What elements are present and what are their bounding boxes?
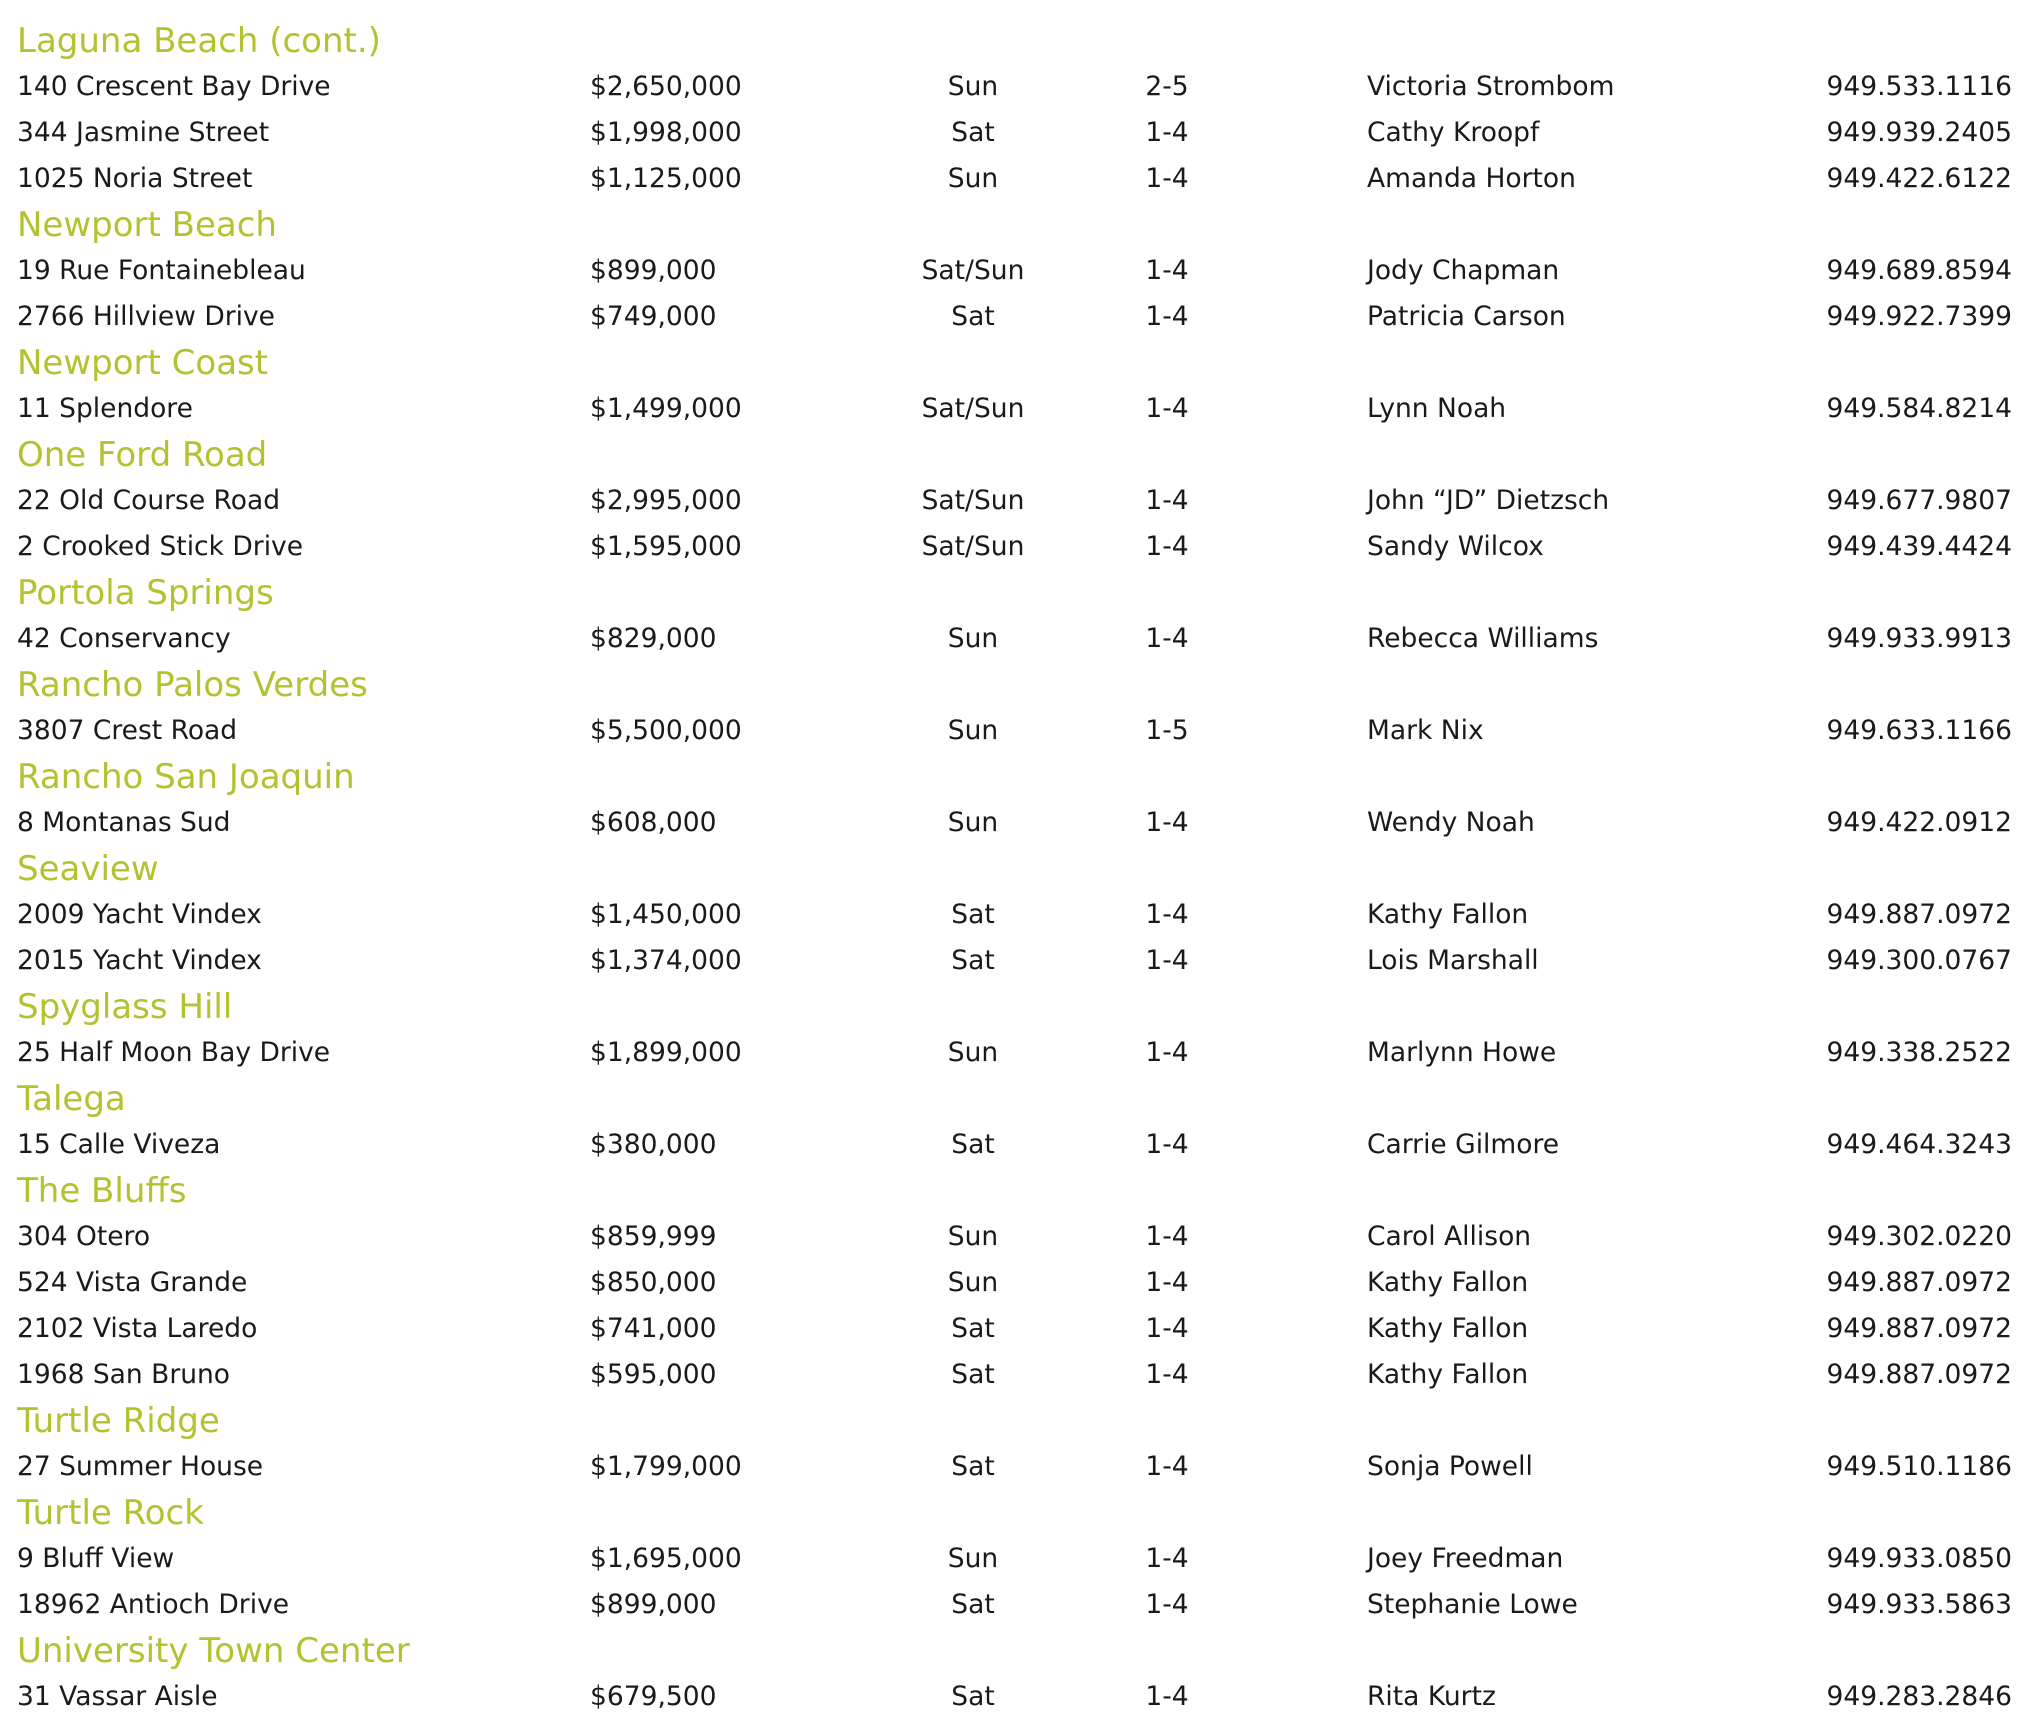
listing-phone: 949.887.0972 bbox=[1826, 899, 2012, 930]
listing-price: $1,374,000 bbox=[590, 945, 742, 976]
listing-address: 8 Montanas Sud bbox=[17, 807, 231, 838]
listing-day: Sun bbox=[947, 715, 999, 746]
listing-time: 1-4 bbox=[1145, 531, 1189, 562]
listing-phone: 949.939.2405 bbox=[1826, 117, 2012, 148]
listing-price: $1,998,000 bbox=[590, 117, 742, 148]
listing-phone: 949.439.4424 bbox=[1826, 531, 2012, 562]
listing-price: $850,000 bbox=[590, 1267, 717, 1298]
listing-agent: Lois Marshall bbox=[1367, 945, 1539, 976]
listing-agent: Mark Nix bbox=[1367, 715, 1484, 746]
listing-agent: Kathy Fallon bbox=[1367, 1359, 1529, 1390]
section-heading: Portola Springs bbox=[17, 573, 274, 613]
listing-price: $1,499,000 bbox=[590, 393, 742, 424]
listing-time: 1-4 bbox=[1145, 1589, 1189, 1620]
listing-row bbox=[17, 386, 2012, 432]
listing-day: Sun bbox=[947, 1267, 999, 1298]
listing-time: 1-4 bbox=[1145, 117, 1189, 148]
section-heading: Rancho Palos Verdes bbox=[17, 665, 368, 705]
listing-time: 1-4 bbox=[1145, 1129, 1189, 1160]
listing-day: Sat bbox=[951, 899, 995, 930]
listing-time: 1-4 bbox=[1145, 393, 1189, 424]
listing-agent: Kathy Fallon bbox=[1367, 1267, 1529, 1298]
listing-time: 1-4 bbox=[1145, 807, 1189, 838]
listing-row bbox=[17, 1122, 2012, 1168]
listing-agent: Rita Kurtz bbox=[1367, 1681, 1496, 1712]
listing-day: Sun bbox=[947, 623, 999, 654]
listing-agent: Lynn Noah bbox=[1367, 393, 1507, 424]
listing-address: 344 Jasmine Street bbox=[17, 117, 270, 148]
listing-address: 31 Vassar Aisle bbox=[17, 1681, 218, 1712]
listing-agent: Amanda Horton bbox=[1367, 163, 1576, 194]
listing-phone: 949.584.8214 bbox=[1826, 393, 2012, 424]
listing-time: 1-4 bbox=[1145, 255, 1189, 286]
listing-address: 2 Crooked Stick Drive bbox=[17, 531, 304, 562]
listing-day: Sat bbox=[951, 301, 995, 332]
section-heading: Spyglass Hill bbox=[17, 987, 233, 1027]
section-heading: One Ford Road bbox=[17, 435, 268, 475]
listing-agent: Carol Allison bbox=[1367, 1221, 1532, 1252]
listing-address: 2102 Vista Laredo bbox=[17, 1313, 258, 1344]
listing-address: 2015 Yacht Vindex bbox=[17, 945, 262, 976]
listing-phone: 949.887.0972 bbox=[1826, 1359, 2012, 1390]
listing-day: Sat/Sun bbox=[921, 255, 1025, 286]
listing-row bbox=[17, 478, 2012, 524]
listing-row bbox=[17, 156, 2012, 202]
listing-row bbox=[17, 800, 2012, 846]
listing-price: $899,000 bbox=[590, 1589, 717, 1620]
listing-phone: 949.887.0972 bbox=[1826, 1267, 2012, 1298]
listing-price: $2,650,000 bbox=[590, 71, 742, 102]
listing-time: 2-5 bbox=[1145, 71, 1189, 102]
listing-price: $899,000 bbox=[590, 255, 717, 286]
listing-price: $380,000 bbox=[590, 1129, 717, 1160]
listing-agent: Sandy Wilcox bbox=[1367, 531, 1544, 562]
listing-address: 22 Old Course Road bbox=[17, 485, 281, 516]
listing-day: Sat bbox=[951, 1313, 995, 1344]
listing-day: Sun bbox=[947, 1037, 999, 1068]
listing-day: Sun bbox=[947, 1543, 999, 1574]
listing-price: $679,500 bbox=[590, 1681, 717, 1712]
listing-phone: 949.533.1116 bbox=[1826, 71, 2012, 102]
listing-day: Sat/Sun bbox=[921, 485, 1025, 516]
listing-agent: Kathy Fallon bbox=[1367, 1313, 1529, 1344]
listing-row bbox=[17, 1260, 2012, 1306]
listing-agent: Rebecca Williams bbox=[1367, 623, 1599, 654]
listing-price: $1,595,000 bbox=[590, 531, 742, 562]
listing-day: Sat bbox=[951, 1589, 995, 1620]
listing-day: Sat bbox=[951, 1359, 995, 1390]
listing-time: 1-4 bbox=[1145, 1037, 1189, 1068]
listing-row bbox=[17, 1536, 2012, 1582]
listing-price: $5,500,000 bbox=[590, 715, 742, 746]
listing-time: 1-4 bbox=[1145, 1267, 1189, 1298]
listing-phone: 949.933.9913 bbox=[1826, 623, 2012, 654]
listing-agent: Jody Chapman bbox=[1367, 255, 1560, 286]
listing-time: 1-4 bbox=[1145, 485, 1189, 516]
section-heading: Newport Beach bbox=[17, 205, 277, 245]
listing-agent: Cathy Kroopf bbox=[1367, 117, 1540, 148]
listing-time: 1-4 bbox=[1145, 945, 1189, 976]
listing-price: $2,995,000 bbox=[590, 485, 742, 516]
listing-day: Sun bbox=[947, 807, 999, 838]
listing-agent: Victoria Strombom bbox=[1367, 71, 1615, 102]
section-heading: University Town Center bbox=[17, 1631, 410, 1671]
listing-address: 15 Calle Viveza bbox=[17, 1129, 221, 1160]
listing-address: 304 Otero bbox=[17, 1221, 151, 1252]
listing-phone: 949.933.5863 bbox=[1826, 1589, 2012, 1620]
listing-phone: 949.677.9807 bbox=[1826, 485, 2012, 516]
listing-price: $1,450,000 bbox=[590, 899, 742, 930]
listing-time: 1-4 bbox=[1145, 1313, 1189, 1344]
listing-agent: Sonja Powell bbox=[1367, 1451, 1533, 1482]
listing-phone: 949.887.0972 bbox=[1826, 1313, 2012, 1344]
listing-time: 1-4 bbox=[1145, 1221, 1189, 1252]
section-heading: Newport Coast bbox=[17, 343, 269, 383]
listing-day: Sun bbox=[947, 163, 999, 194]
listing-day: Sat/Sun bbox=[921, 393, 1025, 424]
listing-row bbox=[17, 616, 2012, 662]
listing-address: 524 Vista Grande bbox=[17, 1267, 248, 1298]
section-heading: Laguna Beach (cont.) bbox=[17, 21, 381, 61]
section-heading: Turtle Ridge bbox=[17, 1401, 220, 1441]
listing-price: $595,000 bbox=[590, 1359, 717, 1390]
listing-phone: 949.338.2522 bbox=[1826, 1037, 2012, 1068]
listing-price: $749,000 bbox=[590, 301, 717, 332]
listing-address: 9 Bluff View bbox=[17, 1543, 175, 1574]
listing-address: 27 Summer House bbox=[17, 1451, 264, 1482]
listing-phone: 949.422.0912 bbox=[1826, 807, 2012, 838]
listing-price: $1,695,000 bbox=[590, 1543, 742, 1574]
listing-address: 2766 Hillview Drive bbox=[17, 301, 275, 332]
listing-phone: 949.422.6122 bbox=[1826, 163, 2012, 194]
listing-time: 1-4 bbox=[1145, 1681, 1189, 1712]
listing-price: $829,000 bbox=[590, 623, 717, 654]
listing-time: 1-4 bbox=[1145, 1543, 1189, 1574]
listing-address: 42 Conservancy bbox=[17, 623, 231, 654]
listing-price: $859,999 bbox=[590, 1221, 717, 1252]
listing-time: 1-4 bbox=[1145, 623, 1189, 654]
listing-row bbox=[17, 1030, 2012, 1076]
listing-phone: 949.464.3243 bbox=[1826, 1129, 2012, 1160]
listing-price: $1,125,000 bbox=[590, 163, 742, 194]
listing-address: 2009 Yacht Vindex bbox=[17, 899, 262, 930]
listing-phone: 949.283.2846 bbox=[1826, 1681, 2012, 1712]
listing-day: Sat bbox=[951, 1451, 995, 1482]
listing-address: 140 Crescent Bay Drive bbox=[17, 71, 331, 102]
listing-phone: 949.302.0220 bbox=[1826, 1221, 2012, 1252]
listing-day: Sat bbox=[951, 1681, 995, 1712]
listing-row bbox=[17, 1444, 2012, 1490]
listing-address: 11 Splendore bbox=[17, 393, 193, 424]
listing-row bbox=[17, 938, 2012, 984]
listing-row bbox=[17, 110, 2012, 156]
listing-row bbox=[17, 892, 2012, 938]
listing-phone: 949.633.1166 bbox=[1826, 715, 2012, 746]
listing-time: 1-4 bbox=[1145, 1451, 1189, 1482]
listing-agent: Patricia Carson bbox=[1367, 301, 1566, 332]
listing-address: 3807 Crest Road bbox=[17, 715, 238, 746]
listing-time: 1-4 bbox=[1145, 301, 1189, 332]
listing-agent: Wendy Noah bbox=[1367, 807, 1535, 838]
section-heading: Seaview bbox=[17, 849, 159, 889]
listing-row bbox=[17, 294, 2012, 340]
listing-time: 1-4 bbox=[1145, 1359, 1189, 1390]
listing-phone: 949.689.8594 bbox=[1826, 255, 2012, 286]
listing-day: Sat/Sun bbox=[921, 531, 1025, 562]
listing-row bbox=[17, 1582, 2012, 1628]
listing-agent: Kathy Fallon bbox=[1367, 899, 1529, 930]
listing-price: $1,799,000 bbox=[590, 1451, 742, 1482]
listing-time: 1-4 bbox=[1145, 163, 1189, 194]
listing-time: 1-4 bbox=[1145, 899, 1189, 930]
section-heading: Turtle Rock bbox=[17, 1493, 204, 1533]
listing-phone: 949.510.1186 bbox=[1826, 1451, 2012, 1482]
listing-day: Sun bbox=[947, 71, 999, 102]
listing-address: 19 Rue Fontainebleau bbox=[17, 255, 306, 286]
open-house-listing bbox=[17, 18, 2012, 1720]
listing-agent: Carrie Gilmore bbox=[1367, 1129, 1560, 1160]
listing-row bbox=[17, 1306, 2012, 1352]
listing-day: Sun bbox=[947, 1221, 999, 1252]
listing-address: 25 Half Moon Bay Drive bbox=[17, 1037, 331, 1068]
listing-row bbox=[17, 708, 2012, 754]
listing-row bbox=[17, 1214, 2012, 1260]
listing-row bbox=[17, 1674, 2012, 1720]
listing-agent: Joey Freedman bbox=[1367, 1543, 1564, 1574]
listing-day: Sat bbox=[951, 1129, 995, 1160]
listing-price: $1,899,000 bbox=[590, 1037, 742, 1068]
listing-agent: John “JD” Dietzsch bbox=[1367, 485, 1610, 516]
listing-row bbox=[17, 1352, 2012, 1398]
section-heading: Rancho San Joaquin bbox=[17, 757, 355, 797]
section-heading: Talega bbox=[17, 1079, 126, 1119]
listing-row bbox=[17, 248, 2012, 294]
listing-price: $608,000 bbox=[590, 807, 717, 838]
listing-phone: 949.922.7399 bbox=[1826, 301, 2012, 332]
listing-agent: Stephanie Lowe bbox=[1367, 1589, 1578, 1620]
listing-row bbox=[17, 524, 2012, 570]
listing-row bbox=[17, 64, 2012, 110]
listing-phone: 949.300.0767 bbox=[1826, 945, 2012, 976]
listing-time: 1-5 bbox=[1145, 715, 1189, 746]
listing-phone: 949.933.0850 bbox=[1826, 1543, 2012, 1574]
section-heading: The Bluffs bbox=[17, 1171, 187, 1211]
listing-day: Sat bbox=[951, 945, 995, 976]
listing-address: 1025 Noria Street bbox=[17, 163, 253, 194]
listing-address: 1968 San Bruno bbox=[17, 1359, 231, 1390]
listing-price: $741,000 bbox=[590, 1313, 717, 1344]
listing-agent: Marlynn Howe bbox=[1367, 1037, 1557, 1068]
listing-day: Sat bbox=[951, 117, 995, 148]
listing-address: 18962 Antioch Drive bbox=[17, 1589, 290, 1620]
